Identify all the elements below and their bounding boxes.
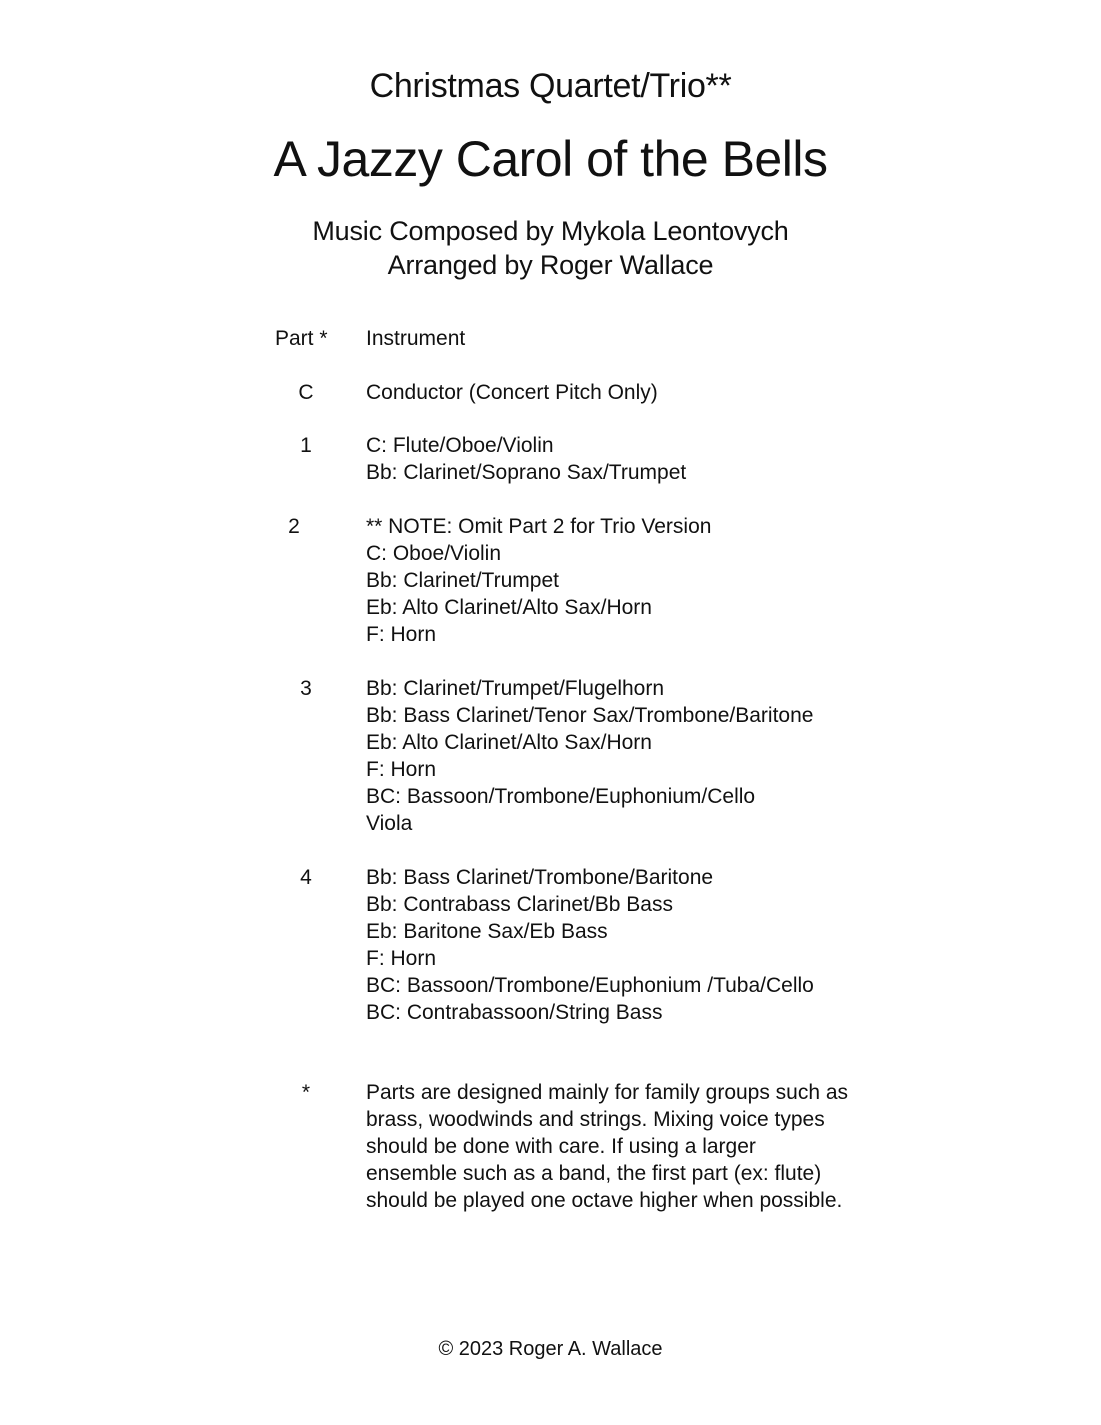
instrument-line: Bb: Clarinet/Trumpet	[366, 569, 559, 592]
footnote-line: ensemble such as a band, the first part (ex: flute)	[366, 1162, 822, 1185]
instrument-list	[366, 432, 930, 486]
instrument-line: Bb: Clarinet/Trumpet/Flugelhorn	[366, 677, 665, 700]
instrument-line: BC: Bassoon/Trombone/Euphonium /Tuba/Cello	[366, 974, 814, 997]
part-number: 3	[300, 677, 312, 700]
instrument-list	[366, 513, 930, 648]
instrument-line: Conductor (Concert Pitch Only)	[366, 381, 658, 404]
instrument-line: C: Oboe/Violin	[366, 542, 502, 565]
ensemble-subtitle: Christmas Quartet/Trio**	[369, 67, 732, 105]
trio-note-line: ** NOTE: Omit Part 2 for Trio Version	[366, 515, 712, 538]
instrument-line: Bb: Bass Clarinet/Tenor Sax/Trombone/Baritone	[366, 704, 814, 727]
footnote-line: brass, woodwinds and strings. Mixing voice types	[366, 1108, 825, 1131]
composer-credit: Music Composed by Mykola Leontovych	[312, 216, 789, 246]
table-row	[270, 513, 930, 675]
instrument-list	[366, 379, 930, 406]
instrument-line: Eb: Alto Clarinet/Alto Sax/Horn	[366, 731, 652, 754]
instrument-line: F: Horn	[366, 623, 437, 646]
instrument-line: Bb: Clarinet/Soprano Sax/Trumpet	[366, 461, 687, 484]
instrument-list	[366, 675, 930, 837]
instrument-line: Viola	[366, 812, 413, 835]
instrument-line: BC: Contrabassoon/String Bass	[366, 1001, 663, 1024]
part-number: 2	[288, 515, 300, 538]
footnote-line: should be played one octave higher when possible.	[366, 1189, 843, 1212]
instrument-line: C: Flute/Oboe/Violin	[366, 434, 554, 457]
instrument-line: Eb: Baritone Sax/Eb Bass	[366, 920, 608, 943]
instrument-line: Bb: Bass Clarinet/Trombone/Baritone	[366, 866, 714, 889]
table-row	[270, 379, 930, 432]
instrument-line: F: Horn	[366, 947, 437, 970]
footnote-text	[366, 1079, 930, 1214]
table-row	[270, 864, 930, 1079]
page-title: A Jazzy Carol of the Bells	[273, 131, 828, 187]
footnote-line: should be done with care. If using a larger	[366, 1135, 756, 1158]
table-row	[270, 675, 930, 864]
arranger-credit: Arranged by Roger Wallace	[387, 250, 714, 280]
part-number: C	[298, 381, 314, 404]
parts-table	[270, 325, 930, 1214]
instrument-column-header: Instrument	[366, 327, 466, 350]
part-column-header: Part *	[275, 327, 328, 350]
footnote	[270, 1079, 930, 1214]
parts-table-header	[270, 325, 930, 379]
footnote-line: Parts are designed mainly for family groups such as	[366, 1081, 849, 1104]
part-number: 4	[300, 866, 312, 889]
instrument-line: BC: Bassoon/Trombone/Euphonium/Cello	[366, 785, 756, 808]
part-number: 1	[300, 434, 312, 457]
instrument-line: Bb: Contrabass Clarinet/Bb Bass	[366, 893, 673, 916]
table-row	[270, 432, 930, 513]
copyright-notice: © 2023 Roger A. Wallace	[438, 1338, 663, 1360]
footnote-marker: *	[301, 1081, 311, 1104]
instrument-line: Eb: Alto Clarinet/Alto Sax/Horn	[366, 596, 652, 619]
instrument-list	[366, 864, 930, 1026]
instrument-line: F: Horn	[366, 758, 437, 781]
